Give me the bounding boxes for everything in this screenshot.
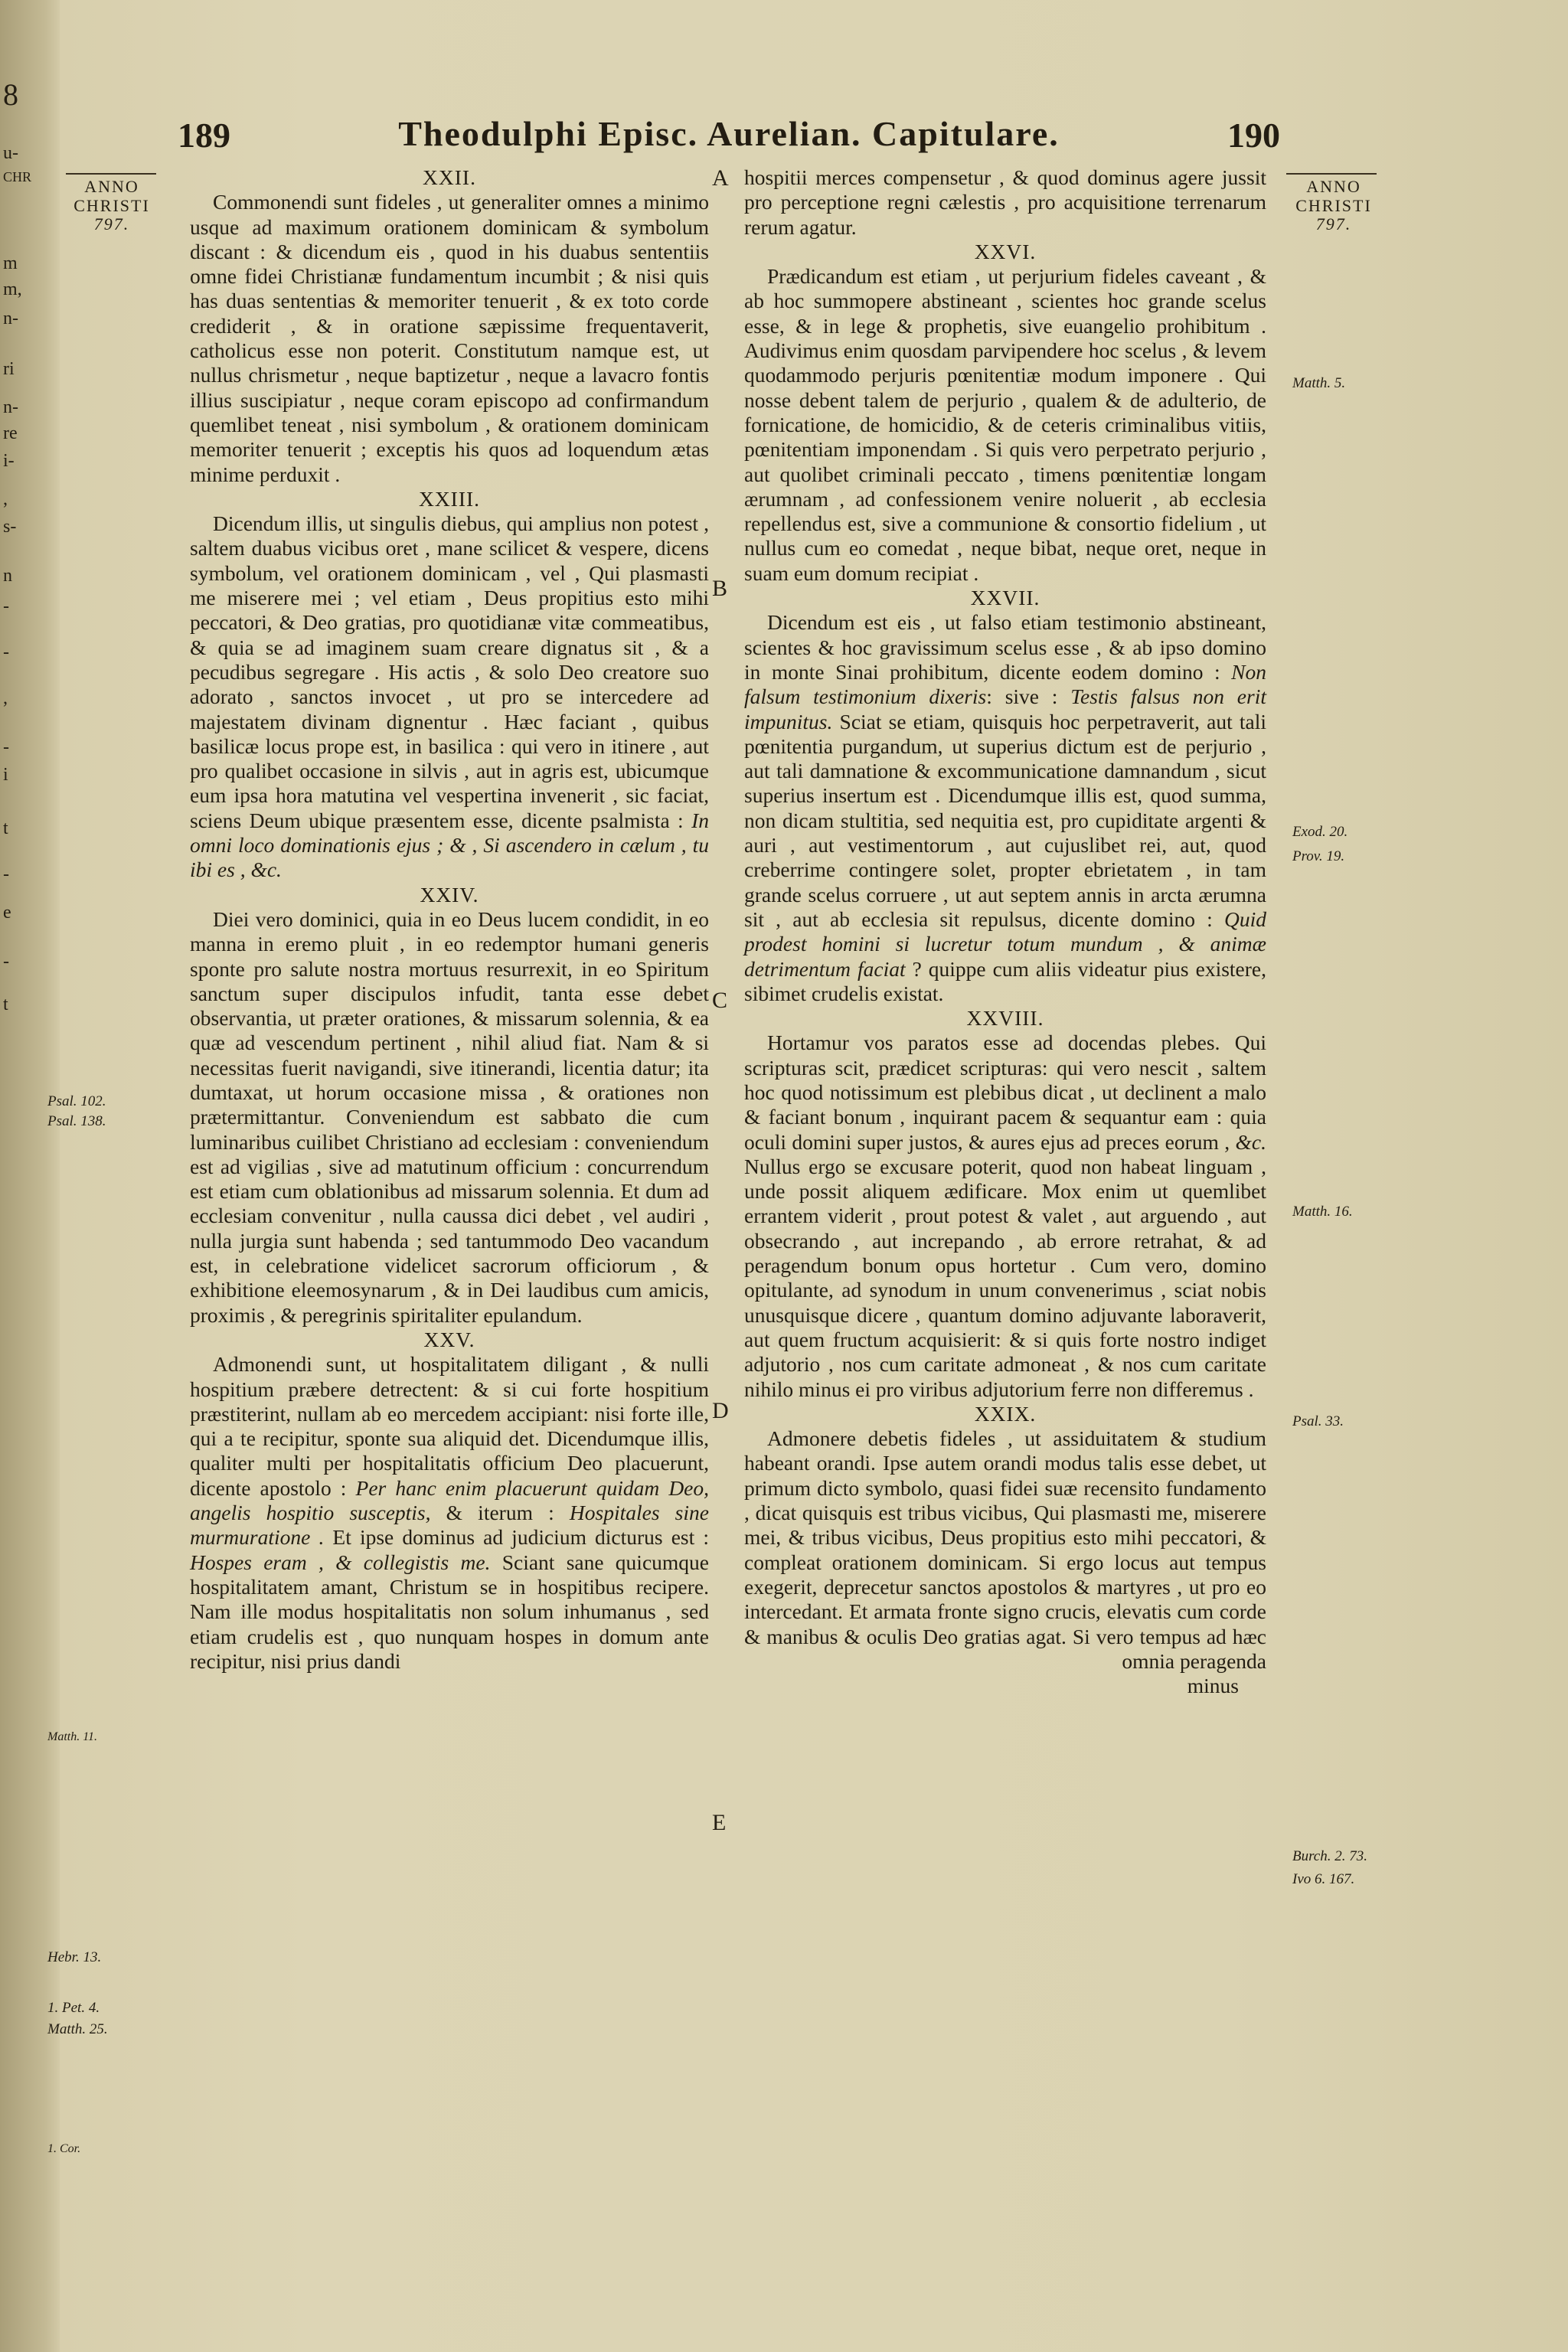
paragraph: Prædicandum est etiam , ut perjurium fideles caveant , & ab hoc summopere abstineant , scientes hoc grande scelus esse, & in lege & prophetis, sive euangelio prohibitum . Audivimus enim quosdam parvipendere hoc scelus , & levem quodammodo perjuris pœnitentiæ modum imponere . Qui nosse debent talem de perjurio , qualem & de adulterio, de fornicatione, de homicidio, & de ceteris criminalibus vitiis, pœnitentiam imponendam . Si quis vero perpetrato perjurio , aut quolibet criminali peccato , timens pœnitentiæ longam ærumnam , ad confessionem venire noluerit , ab ecclesia repellendus est, sive a communione & consortio fidelium , ut nullus cum eo comedat , neque bibat, neque oret, neque in suam eum domum recipiat . [744, 264, 1266, 585]
gutter-fragment: u- [3, 143, 18, 163]
gutter-fragment: n [3, 566, 12, 586]
paragraph-text: Sciant sane quicumque hospitalitatem amant, Christum se in hospitibus recipere. Nam ille modus hospitalitatis non solum inhumanus , sed etiam crudelis est , quo nunquam hospes in domum ante recipitur, nisi prius dandi [190, 1550, 709, 1673]
gutter-fragment: e [3, 903, 11, 923]
margin-note: Ivo 6. 167. [1292, 1871, 1355, 1887]
gutter-fragment: s- [3, 517, 17, 537]
margin-note: Psal. 102. [47, 1093, 106, 1109]
scripture-quote: Hospitales sine murmuratione . [190, 1501, 709, 1550]
section-heading: XXII. [423, 165, 476, 189]
gutter-fragment: i- [3, 451, 15, 471]
margin-note: Psal. 138. [47, 1113, 106, 1129]
anno-christi-left [64, 178, 159, 234]
section-letter-e: E [712, 1810, 727, 1835]
margin-note: 1. Pet. 4. [47, 2000, 100, 2016]
margin-note: Matth. 11. [47, 1730, 98, 1743]
catchword: minus [1187, 1674, 1239, 1698]
section-letter-c: C [712, 988, 728, 1013]
margin-note: Matth. 5. [1292, 375, 1346, 391]
anno-rule-left [66, 173, 156, 175]
gutter-fragment: m [3, 253, 18, 273]
scripture-quote: Hospes eram , & collegistis me. [190, 1550, 491, 1574]
gutter-fragment: - [3, 737, 9, 757]
paragraph-text: Nullus ergo se excusare poterit, quod non habeat linguam , unde possit aliquem ædificare. Mox enim ut quemlibet errantem viderit , prout potest & valet , aut arguendo , aut obsecrando , aut increpando , ab errore retrahat, & ad peragendum bonum opus hortetur . Cum vero, domino opitulante, ad synodum in unum convenerimus , sciat nobis unusquisque dicere , quantum domino adjuvante laboraverit, aut quem fructum acquisierit: & si quis forte nostro indiget adjutorio , nos cum caritate admoneat , & nos cum caritate nihilo minus ei pro viribus adjutorium ferre non differemus . [744, 1154, 1266, 1401]
section-heading: XXV. [423, 1327, 475, 1351]
anno-christi-right [1286, 178, 1381, 234]
paragraph: Diei vero dominici, quia in eo Deus lucem condidit, in eo manna in eremo pluit , in eo redemptor humani generis sponte pro salute nostra mortuus resurrexit, in eo Spiritum sanctum super discipulos infudit, tanta esse debet observantia, ut præter orationes, & missarum solennia, & ea quæ ad vescendum pertinent , nihil aliud fiat. Nam & si necessitas fuerit navigandi, sive itinerandi, licentia datur; ita dumtaxat, ut horum occasione missa , & orationes non prætermittantur. Conveniendum est sabbato die cum luminaribus cuilibet Christiano ad ecclesiam : conveniendum est ad vigilias , sive ad matutinum officium : concurrendum est etiam cum oblationibus ad missarum solennia. Et dum ad ecclesiam convenitur , nulla caussa dici debet , vel audiri , nulla jurgia sunt habenda ; sed tantummodo Deo vacandum est, in celebratione videlicet sacrorum officiorum , & exhibitione eleemosynarum , & in Dei laudibus cum amicis, proximis , & peregrinis spiritaliter epulandum. [190, 906, 709, 1327]
scripture-quote: Per hanc enim placuerunt quidam Deo, angelis hospitio susceptis, [190, 1475, 710, 1525]
margin-note: Hebr. 13. [47, 1949, 102, 1965]
margin-note: Psal. 33. [1292, 1413, 1344, 1429]
left-page-number: 189 [178, 116, 230, 155]
anno-rule-right [1286, 173, 1377, 175]
anno-year: 797. [93, 214, 130, 234]
christi-label: CHRISTI [1295, 195, 1372, 215]
gutter-fragment: t [3, 818, 8, 838]
anno-label: ANNO [1306, 177, 1361, 196]
paragraph-text: ? quippe cum aliis videatur pius existere, sibimet crudelis existat. [744, 956, 1266, 1005]
gutter-fragment: CHR [3, 169, 32, 185]
paragraph-text: : sive : [986, 684, 1058, 709]
gutter-fragment: n- [3, 397, 18, 417]
paragraph-text: Hortamur vos paratos esse ad docendas plebes. Qui scripturas scit, prædicet scripturas: qui vero nescit , saltem hoc quod notissimum est plebibus dicat , ut declinent a malo & faciant bonum , inquirant pacem & sequantur eam : quia oculi domini super justos, & aures ejus ad preces eorum , [744, 1031, 1266, 1154]
running-header [178, 115, 1280, 168]
anno-label: ANNO [84, 177, 139, 196]
gutter-fragment: - [3, 864, 9, 884]
scripture-quote: Quid prodest homini si lucretur totum mundum , & animæ detrimentum faciat [744, 906, 1266, 981]
gutter-fragment: i [3, 765, 8, 785]
margin-note: Prov. 19. [1292, 848, 1345, 864]
section-letter-d: D [712, 1398, 729, 1423]
right-page-number: 190 [1227, 116, 1280, 155]
paragraph-text: & iterum : [446, 1501, 554, 1525]
gutter-fragment: - [3, 642, 9, 662]
section-letter-a: A [712, 165, 729, 191]
section-heading: XXIV. [420, 882, 479, 906]
paragraph: Commonendi sunt fideles , ut generaliter omnes a minimo usque ad maximum orationem dominicam & symbolum discant : & dicendum eis , quod in his duabus sententiis omne fidei Christianæ fundamentum incumbit ; & nisi quis has duas sententias & memoriter tenuerit , & ex toto corde crediderit , & in oratione sæpissime frequentaverit, catholicus esse non poterit. Constitutum namque est, ut nullus chrismetur , neque baptizetur , neque a lavacro fontis illius suscipiatur , neque coram episcopo ad confirmandum quemlibet teneat , nisi symbolum , & orationem dominicam memoriter tenuerit ; exceptis his quos ad loquendum ætas minime perduxit . [190, 190, 709, 486]
margin-note: Matth. 16. [1292, 1204, 1353, 1220]
gutter-page-fragment: 8 [3, 77, 18, 112]
paragraph [744, 1031, 1266, 1401]
gutter-fragment: - [3, 952, 9, 972]
scripture-quote: Testis falsus non erit impunitus. [744, 684, 1266, 733]
gutter-fragment: - [3, 596, 9, 616]
right-column [744, 165, 1266, 1698]
paragraph-text: Dicendum est eis , ut falso etiam testimonio abstineant, scientes & hoc gravissimum scelus esse , & ab ipso domino in monte Sinai prohibitum, dicente eodem domino : [744, 610, 1266, 684]
left-column [190, 165, 709, 1674]
paragraph: hospitii merces compensetur , & quod dominus agere jussit pro perceptione regni cælestis , pro acquisitione terrenarum rerum agatur. [744, 165, 1266, 239]
gutter-fragment: , [3, 489, 8, 509]
section-heading: XXVI. [974, 239, 1037, 263]
section-heading: XXVIII. [966, 1006, 1044, 1031]
gutter-fragment: re [3, 423, 18, 443]
paragraph-text: Sciat se etiam, quisquis hoc perpetraverit, aut tali pœnitentia purgandum, ut superius dictum est de perjurio , aut tali damnatione & excommunicatione damnandum , sicut superius insertum est . Dicendumque illis est, quod summa, non dicam stultitia, sed nequitia est, pro cupiditate argenti & auri , aut vestimentorum , aut cujuslibet rei, aut, quod creberrime contingere solet, propter ebrietatem , in tam grande scelus corruere , ut aut septem annis in arcta ærumna sit , aut ab ecclesia sit repulsus, dicente domino : [744, 709, 1267, 931]
anno-year: 797. [1315, 214, 1352, 234]
margin-note: 1. Cor. [47, 2142, 81, 2155]
gutter-fragment: ri [3, 359, 15, 379]
margin-note: Exod. 20. [1292, 824, 1348, 840]
running-title: Theodulphi Episc. Aurelian. Capitulare. [398, 114, 1060, 153]
paragraph [190, 511, 709, 882]
scripture-quote: In omni loco dominationis ejus ; & , Si ascendero in cælum , tu ibi es , &c. [190, 808, 710, 882]
section-heading: XXIX. [974, 1401, 1037, 1426]
scripture-quote: Non falsum testimonium dixeris [744, 659, 1267, 709]
margin-note: Burch. 2. 73. [1292, 1848, 1367, 1864]
paragraph [744, 610, 1266, 1006]
gutter-fragment: , [3, 688, 8, 708]
margin-note: Matth. 25. [47, 2021, 108, 2037]
section-heading: XXIII. [418, 486, 481, 511]
gutter-fragment: m, [3, 279, 22, 299]
paragraph: Admonere debetis fideles , ut assiduitatem & studium habeant orandi. Ipse autem orandi modus talis esse debet, ut primum dicto symbolo, quasi fidei suæ recensito fundamento , dicat quisquis est tribus vicibus, Qui plasmasti me, miserere mei, & tribus vicibus, Deus propitius esto mihi peccatori, & compleat orationem dominicam. Si ergo locus aut tempus exegerit, deprecetur sanctos apostolos & martyres , ut pro eo intercedant. Et armata fronte signo crucis, elevatis cum corde & manibus & oculis Deo gratias agat. Si vero tempus ad hæc omnia peragenda [744, 1426, 1266, 1673]
section-heading: XXVII. [970, 586, 1040, 610]
paragraph-text: Admonendi sunt, ut hospitalitatem diligant , & nulli hospitium præbere detrectent: & si cui forte hospitium præstiterint, nullam ab eo mercedem accipiant: nisi forte ille, qui a te recipitur, sponte sua aliquid det. Dicendumque illis, qualiter multi per hospitalitatis officium Deo placuerunt, dicente apostolo : [190, 1352, 709, 1500]
paragraph-text: Dicendum illis, ut singulis diebus, qui amplius non potest , saltem duabus vicibus oret , mane scilicet & vespere, dicens symbolum, vel orationem dominicam , vel , Qui plasmasti me miserere mei ; vel etiam , Deus propitius esto mihi peccatori, & Deo gratias, pro quotidianæ vitæ commeatibus, & quia se ad imaginem suam creare dignatus sit , & a pecudibus segregare . His actis , & solo Deo creatore suo adorato , sanctos invocet , ut pro se intercedere ad majestatem divinam dignentur . Hæc faciant , quibus basilicæ locus prope est, in basilica : qui vero in itinere , aut pro qualibet occasione in silvis , aut in agris est, ubicumque eum ipsa hora matutina vel vespertina invenerit , sic faciat, sciens Deum ubique præsentem esse, dicente psalmista : [190, 511, 709, 832]
gutter-fragment: t [3, 995, 8, 1014]
paragraph-text: Et ipse dominus ad judicium dicturus est : [332, 1525, 709, 1550]
christi-label: CHRISTI [74, 195, 150, 215]
gutter-fragment: n- [3, 309, 18, 328]
section-letter-b: B [712, 576, 728, 601]
etc-mark: &c. [1235, 1129, 1266, 1154]
paragraph [190, 1352, 709, 1674]
